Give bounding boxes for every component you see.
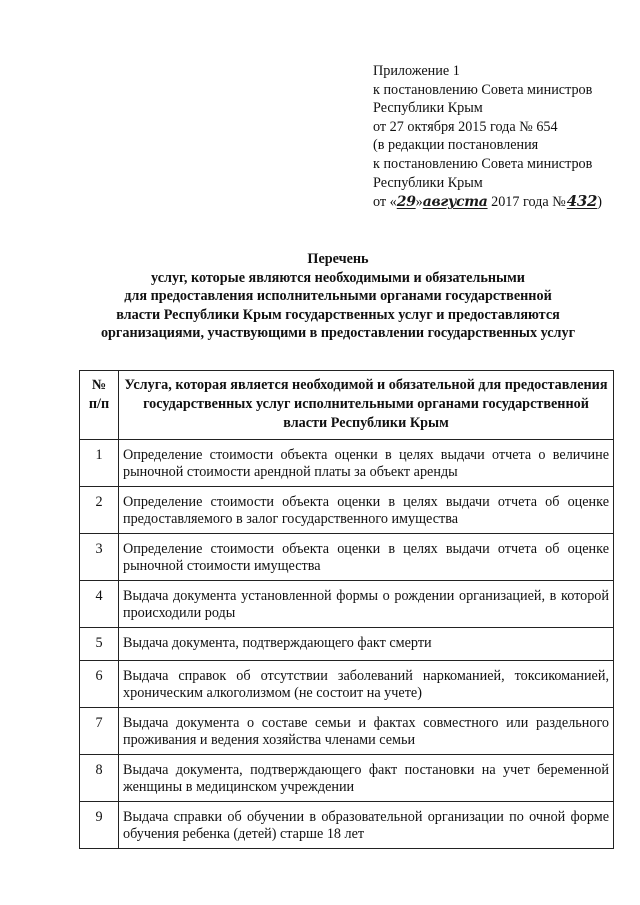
- row-service: Выдача справок об отсутствии заболеваний наркоманией, токсикоманией, хроническим алкоголизмом (не состоит на учете): [119, 661, 614, 708]
- row-number: 2: [80, 487, 119, 534]
- amendment-date-line: [373, 192, 602, 212]
- appendix-line: Приложение 1: [373, 63, 460, 79]
- amendment-quote: »: [415, 194, 423, 211]
- row-service: Выдача документа, подтверждающего факт смерти: [119, 628, 614, 661]
- row-service: Определение стоимости объекта оценки в целях выдачи отчета об оценке предоставляемого в залог государственного имущества: [119, 487, 614, 534]
- handwritten-day: 29: [396, 194, 416, 211]
- title-line: власти Республики Крым государственных услуг и предоставляются: [116, 306, 560, 323]
- header-num-abbr: п/п: [88, 396, 110, 412]
- row-service: Выдача справки об обучении в образовательной организации по очной форме обучения ребенка (детей) старше 18 лет: [119, 802, 614, 849]
- handwritten-month: августа: [422, 194, 488, 211]
- table-row: [80, 802, 614, 849]
- table-row: [80, 534, 614, 581]
- header-num: [80, 371, 119, 440]
- amendment-prefix: от «: [373, 194, 397, 211]
- row-service: Выдача документа установленной формы о рождении организацией, в которой происходили роды: [119, 581, 614, 628]
- header-service: Услуга, которая является необходимой и обязательной для предоставления государственных услуг исполнительными органами государственной власти Республики Крым: [119, 371, 614, 440]
- title-line: Перечень: [307, 251, 369, 267]
- table-row: [80, 628, 614, 661]
- appendix-line: (в редакции постановления: [373, 137, 539, 154]
- services-table: [79, 370, 614, 849]
- row-service: Выдача документа, подтверждающего факт постановки на учет беременной женщины в медицинском учреждении: [119, 755, 614, 802]
- table-row: [80, 661, 614, 708]
- title-line: организациями, участвующими в предоставлении государственных услуг: [100, 325, 576, 342]
- row-number: 5: [80, 628, 119, 661]
- table-row: [80, 581, 614, 628]
- row-number: 9: [80, 802, 119, 849]
- table-row: [80, 708, 614, 755]
- row-number: 4: [80, 581, 119, 628]
- table-row: [80, 440, 614, 487]
- row-number: 6: [80, 661, 119, 708]
- table-row: [80, 755, 614, 802]
- table-row: [80, 487, 614, 534]
- title-line: для предоставления исполнительными органами государственной: [124, 288, 552, 305]
- header-num-symbol: №: [91, 377, 107, 393]
- handwritten-number: 432: [566, 192, 598, 211]
- row-service: Определение стоимости объекта оценки в целях выдачи отчета о величине рыночной стоимости арендной платы за объект аренды: [119, 440, 614, 487]
- amendment-year: 2017 года №: [487, 194, 566, 211]
- appendix-line: Республики Крым: [373, 174, 483, 191]
- document-title: [60, 250, 616, 343]
- row-number: 8: [80, 755, 119, 802]
- appendix-line: к постановлению Совета министров: [373, 155, 593, 172]
- amendment-close: ): [597, 194, 602, 211]
- appendix-line: от 27 октября 2015 года № 654: [373, 118, 558, 135]
- title-line: услуг, которые являются необходимыми и обязательными: [151, 269, 525, 286]
- row-number: 1: [80, 440, 119, 487]
- appendix-line: к постановлению Совета министров: [373, 81, 593, 98]
- appendix-line: Республики Крым: [373, 100, 483, 117]
- table-header-row: [80, 371, 614, 440]
- row-service: Выдача документа о составе семьи и фактах совместного или раздельного проживания и ведения хозяйства членами семьи: [119, 708, 614, 755]
- row-number: 3: [80, 534, 119, 581]
- row-service: Определение стоимости объекта оценки в целях выдачи отчета об оценке рыночной стоимости имущества: [119, 534, 614, 581]
- appendix-block: [373, 62, 602, 212]
- row-number: 7: [80, 708, 119, 755]
